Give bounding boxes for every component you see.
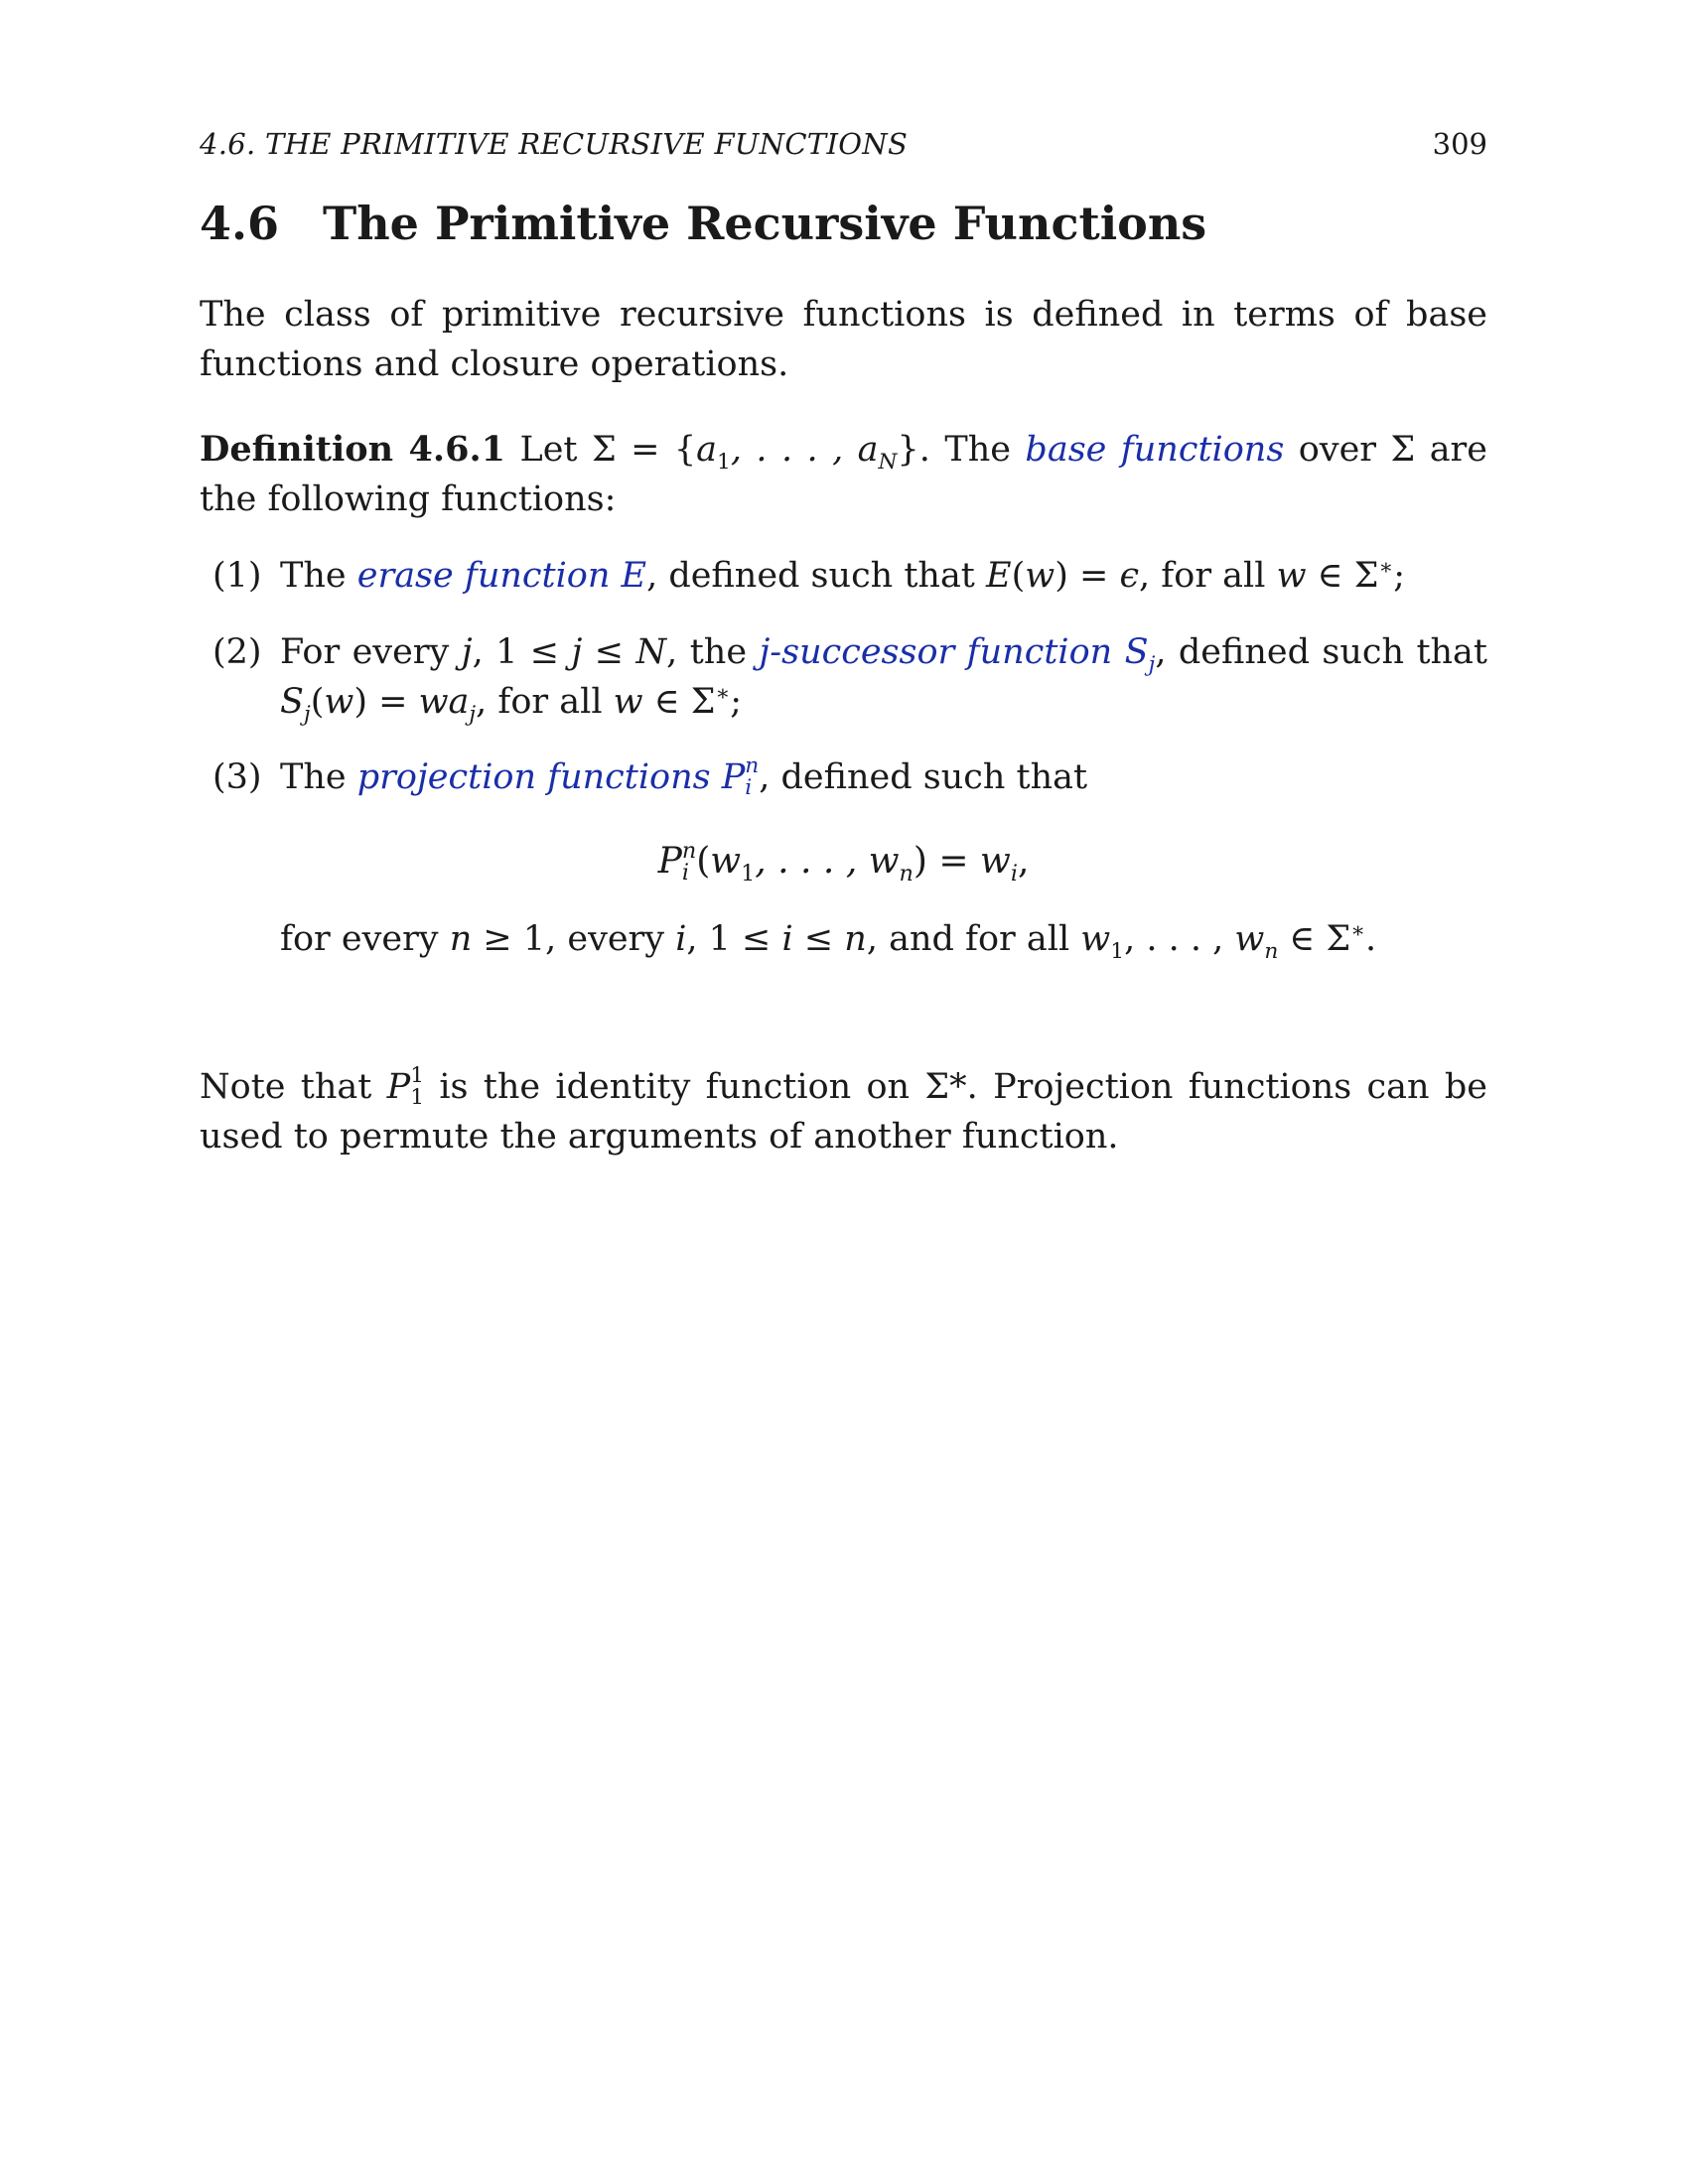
successor-range: j, 1 ≤ j ≤ N <box>461 632 667 672</box>
item-mid: , the <box>666 632 748 672</box>
base-functions-link[interactable]: base functions <box>1025 430 1285 470</box>
erase-formula: E(w) = ϵ <box>986 556 1140 596</box>
list-item <box>212 752 1487 802</box>
successor-formula: $S_j(w) = wa_j$ <box>280 682 477 727</box>
item-pre: The <box>280 757 347 797</box>
note-paragraph <box>200 1062 1487 1161</box>
successor-function-link[interactable]: j-successor function $S_j$ <box>759 632 1156 677</box>
definition-sigma: Σ <box>1390 430 1416 470</box>
page-number: 309 <box>1432 127 1487 161</box>
erase-domain: w ∈ Σ∗ <box>1276 555 1394 596</box>
item-post: , defined such that <box>646 556 975 596</box>
item-label: (2) <box>212 632 262 672</box>
item-pre: For every <box>280 632 450 672</box>
section-heading <box>200 197 1206 250</box>
item-post: , defined such that <box>759 757 1088 797</box>
projection-equation: P n i ($w_1$, . . . , $w_n) = w_i$, <box>657 837 1030 887</box>
item-label: (1) <box>212 556 262 596</box>
intro-paragraph: The class of primitive recursive functions is defined in terms of base functions and closure operations. <box>200 295 1487 384</box>
list-item: (2) For every j, 1 ≤ j ≤ N, the j-successor function $S_j$, defined such that $S_j(w) = wa_j$, for all w ∈ Σ∗; <box>212 627 1487 727</box>
section-number: 4.6 <box>200 197 280 250</box>
list-item: (1) The erase function E, defined such that E(w) = ϵ, for all w ∈ Σ∗; <box>212 551 1487 601</box>
item-label: (3) <box>212 757 262 797</box>
section-title: The Primitive Recursive Functions <box>323 197 1207 250</box>
definition-paragraph <box>200 425 1487 524</box>
running-head: 4.6. THE PRIMITIVE RECURSIVE FUNCTIONS <box>200 127 909 161</box>
item-pre: The <box>280 556 347 596</box>
projection-condition: for every n ≥ 1, every i, 1 ≤ i ≤ n, and for all $w_1$, . . . , $w_n$ ∈ Σ∗. <box>280 918 1377 964</box>
projection-functions-link[interactable]: projection functions P n i <box>356 752 760 800</box>
definition-label: Definition 4.6.1 <box>200 429 505 470</box>
definition-rest: are the following functions: <box>200 430 1487 519</box>
item-post: , defined such that <box>1155 632 1487 672</box>
successor-domain: w ∈ Σ∗ <box>613 681 731 722</box>
note-symbol: P 1 1 <box>386 1062 425 1110</box>
item-post2: , for all <box>476 682 603 722</box>
definition-over: over <box>1298 430 1377 470</box>
note-pre: Note that <box>200 1067 372 1107</box>
note-post: is the identity function on Σ*. Projection functions can be used to permute the arguments of another function. <box>200 1067 1487 1157</box>
item-post2: , for all <box>1139 556 1266 596</box>
erase-function-link[interactable]: erase function E <box>356 556 647 596</box>
definition-the: . The <box>918 430 1011 470</box>
definition-sigma-set: $\Sigma = \{a_1$, . . . , $a_N$} <box>591 430 919 475</box>
definition-let: Let <box>519 430 578 470</box>
